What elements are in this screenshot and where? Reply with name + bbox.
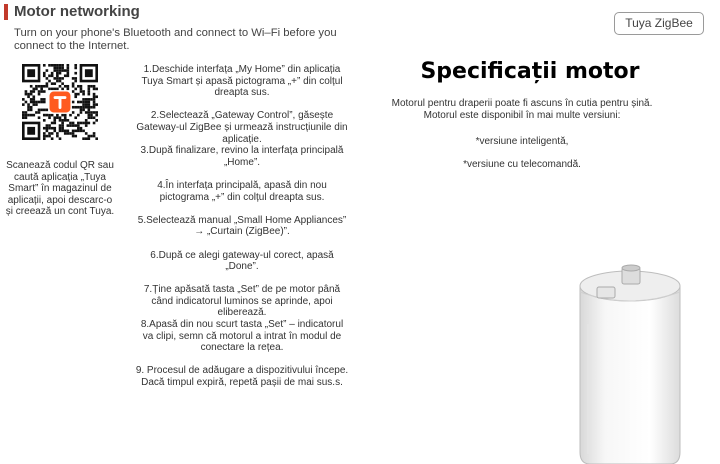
step-4: 4.În interfața principală, apasă din nou pictograma „+” din colțul dreapta sus.: [157, 179, 327, 203]
section-title: Motor networking: [14, 3, 140, 20]
spec-description: Motorul pentru draperii poate fi ascuns în cutia pentru șină. Motorul este disponibil în mai multe versiuni:: [391, 98, 653, 121]
step-2: 2.Selectează „Gateway Control”, găsește Gateway-ul ZigBee și urmează instrucțiunile din aplicație.: [136, 110, 348, 145]
step-3: 3.După finalizare, revino la interfața principală „Home”.: [140, 145, 344, 168]
step-9: 9. Procesul de adăugare a dispozitivului începe. Dacă timpul expiră, repetă pașii de mai sus.s.: [135, 365, 349, 389]
intro-text: Turn on your phone's Bluetooth and connect to Wi–Fi before you connect to the Internet.: [14, 27, 337, 52]
qr-caption: Scanează codul QR sau caută aplicația „Tuya Smart” în magazinul de aplicații, apoi descarc-o și creează un cont Tuya.: [5, 160, 115, 218]
step-8: 8.Apasă din nou scurt tasta „Set” – indicatorul va clipi, semn că motorul a intrat în modul de conectare la rețea.: [140, 319, 344, 354]
header-accent-bar: [4, 4, 8, 20]
step-5: 5.Selectează manual „Small Home Appliances” → „Curtain (ZigBee)”.: [137, 214, 347, 238]
setup-steps: [128, 64, 356, 389]
step-6: 6.După ce alegi gateway-ul corect, apasă „Done”.: [150, 249, 334, 273]
qr-code-icon: [22, 64, 98, 140]
step-1: 1.Deschide interfața „My Home” din aplicația Tuya Smart și apasă pictograma „+” din colțul dreapta sus.: [141, 64, 343, 99]
step-7: 7.Ține apăsată tasta „Set” de pe motor până când indicatorul luminos se aprinde, apoi eliberează.: [143, 284, 341, 319]
badge: Tuya ZigBee: [614, 12, 704, 35]
spec-title: Specificații motor: [420, 59, 640, 84]
curtain-motor-image: [570, 264, 700, 464]
spec-version-smart: *versiune inteligentă,: [475, 136, 569, 147]
spec-version-remote: *versiune cu telecomandă.: [463, 159, 581, 170]
qr-code-svg: [22, 64, 98, 140]
